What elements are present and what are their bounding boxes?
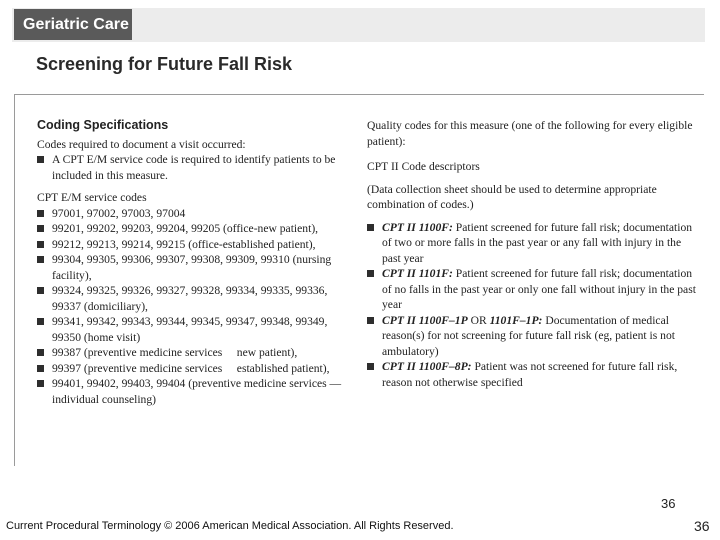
code-list-item (37, 361, 357, 377)
code-list-text: 99387 (preventive medicine services new patient), (52, 346, 298, 359)
square-bullet-icon (37, 318, 44, 325)
square-bullet-icon (37, 225, 44, 232)
square-bullet-icon (367, 270, 374, 277)
codes-required-intro: Codes required to document a visit occurred: (37, 137, 246, 151)
quality-codes-column (367, 118, 697, 390)
code-list-text: 99324, 99325, 99326, 99327, 99328, 99334, 99335, 99336, 99337 (domiciliary), (52, 284, 328, 313)
descriptor-conjunction: OR (467, 313, 490, 327)
square-bullet-icon (37, 380, 44, 387)
square-bullet-icon (37, 365, 44, 372)
square-bullet-icon (37, 156, 44, 163)
descriptor-item (367, 313, 697, 360)
square-bullet-icon (37, 241, 44, 248)
code-list-text: 99304, 99305, 99306, 99307, 99308, 99309, 99310 (nursing facility), (52, 253, 332, 282)
square-bullet-icon (367, 224, 374, 231)
square-bullet-icon (37, 210, 44, 217)
code-list-item (37, 376, 357, 407)
square-bullet-icon (367, 317, 374, 324)
descriptor-note: (Data collection sheet should be used to determine appropriate combination of codes.) (367, 182, 657, 211)
descriptor-code: CPT II 1100F–1P (382, 313, 468, 327)
cpt-ii-descriptor-heading: CPT II Code descriptors (367, 160, 480, 173)
code-list-text: 99201, 99202, 99203, 99204, 99205 (office-new patient), (52, 222, 319, 235)
descriptor-item (367, 220, 697, 267)
descriptor-text: Patient was not screened for future fall risk, reason not otherwise specified (382, 360, 678, 389)
descriptor-text: Patient screened for future fall risk; documentation of no falls in the past year or only one fall without injury in the past year (382, 267, 696, 311)
descriptor-code: CPT II 1101F: (382, 267, 453, 280)
descriptor-code: CPT II 1100F: (382, 220, 453, 234)
descriptor-code: 1101F–1P: (489, 313, 543, 327)
square-bullet-icon (37, 256, 44, 263)
code-list-item (37, 237, 357, 253)
code-list-item (37, 314, 357, 345)
square-bullet-icon (37, 349, 44, 356)
code-list-item (37, 206, 357, 222)
code-list-item (37, 221, 357, 237)
section-rule-left (14, 94, 15, 466)
descriptor-item (367, 266, 697, 313)
cpt-em-subheading: CPT E/M service codes (37, 191, 147, 204)
slide-number: 36 (694, 518, 710, 534)
square-bullet-icon (367, 363, 374, 370)
code-list-text: 99397 (preventive medicine services established patient), (52, 361, 330, 375)
descriptor-text: Patient screened for future fall risk; documentation of two or more falls in the past year or any fall with injury in the past year (382, 220, 693, 265)
descriptor-item (367, 359, 697, 390)
header-tab: Geriatric Care (14, 9, 132, 40)
code-list-text: 97001, 97002, 97003, 97004 (52, 206, 186, 220)
page-number: 36 (661, 496, 676, 511)
code-list-item (37, 345, 357, 361)
coding-specifications-column (37, 118, 357, 407)
code-list-text: 99401, 99402, 99403, 99404 (preventive medicine services — individual counseling) (52, 377, 342, 406)
code-list-item (37, 283, 357, 314)
copyright-footer: Current Procedural Terminology © 2006 American Medical Association. All Rights Reserved. (6, 520, 454, 532)
page-title: Screening for Future Fall Risk (36, 54, 293, 74)
code-list-text: 99341, 99342, 99343, 99344, 99345, 99347, 99348, 99349, 99350 (home visit) (52, 315, 328, 344)
requirement-item (37, 152, 357, 183)
coding-specifications-heading: Coding Specifications (37, 118, 169, 132)
requirement-text: A CPT E/M service code is required to identify patients to be included in this measure. (52, 153, 336, 182)
descriptor-text: Documentation of medical reason(s) for not screening for future fall risk (eg, patient is not ambulatory) (382, 313, 675, 358)
quality-codes-intro: Quality codes for this measure (one of the following for every eligible patient): (367, 119, 693, 148)
descriptor-code: CPT II 1100F–8P: (382, 360, 472, 373)
section-rule-top (14, 94, 704, 95)
code-list-item (37, 252, 357, 283)
square-bullet-icon (37, 287, 44, 294)
code-list-text: 99212, 99213, 99214, 99215 (office-established patient), (52, 237, 316, 251)
